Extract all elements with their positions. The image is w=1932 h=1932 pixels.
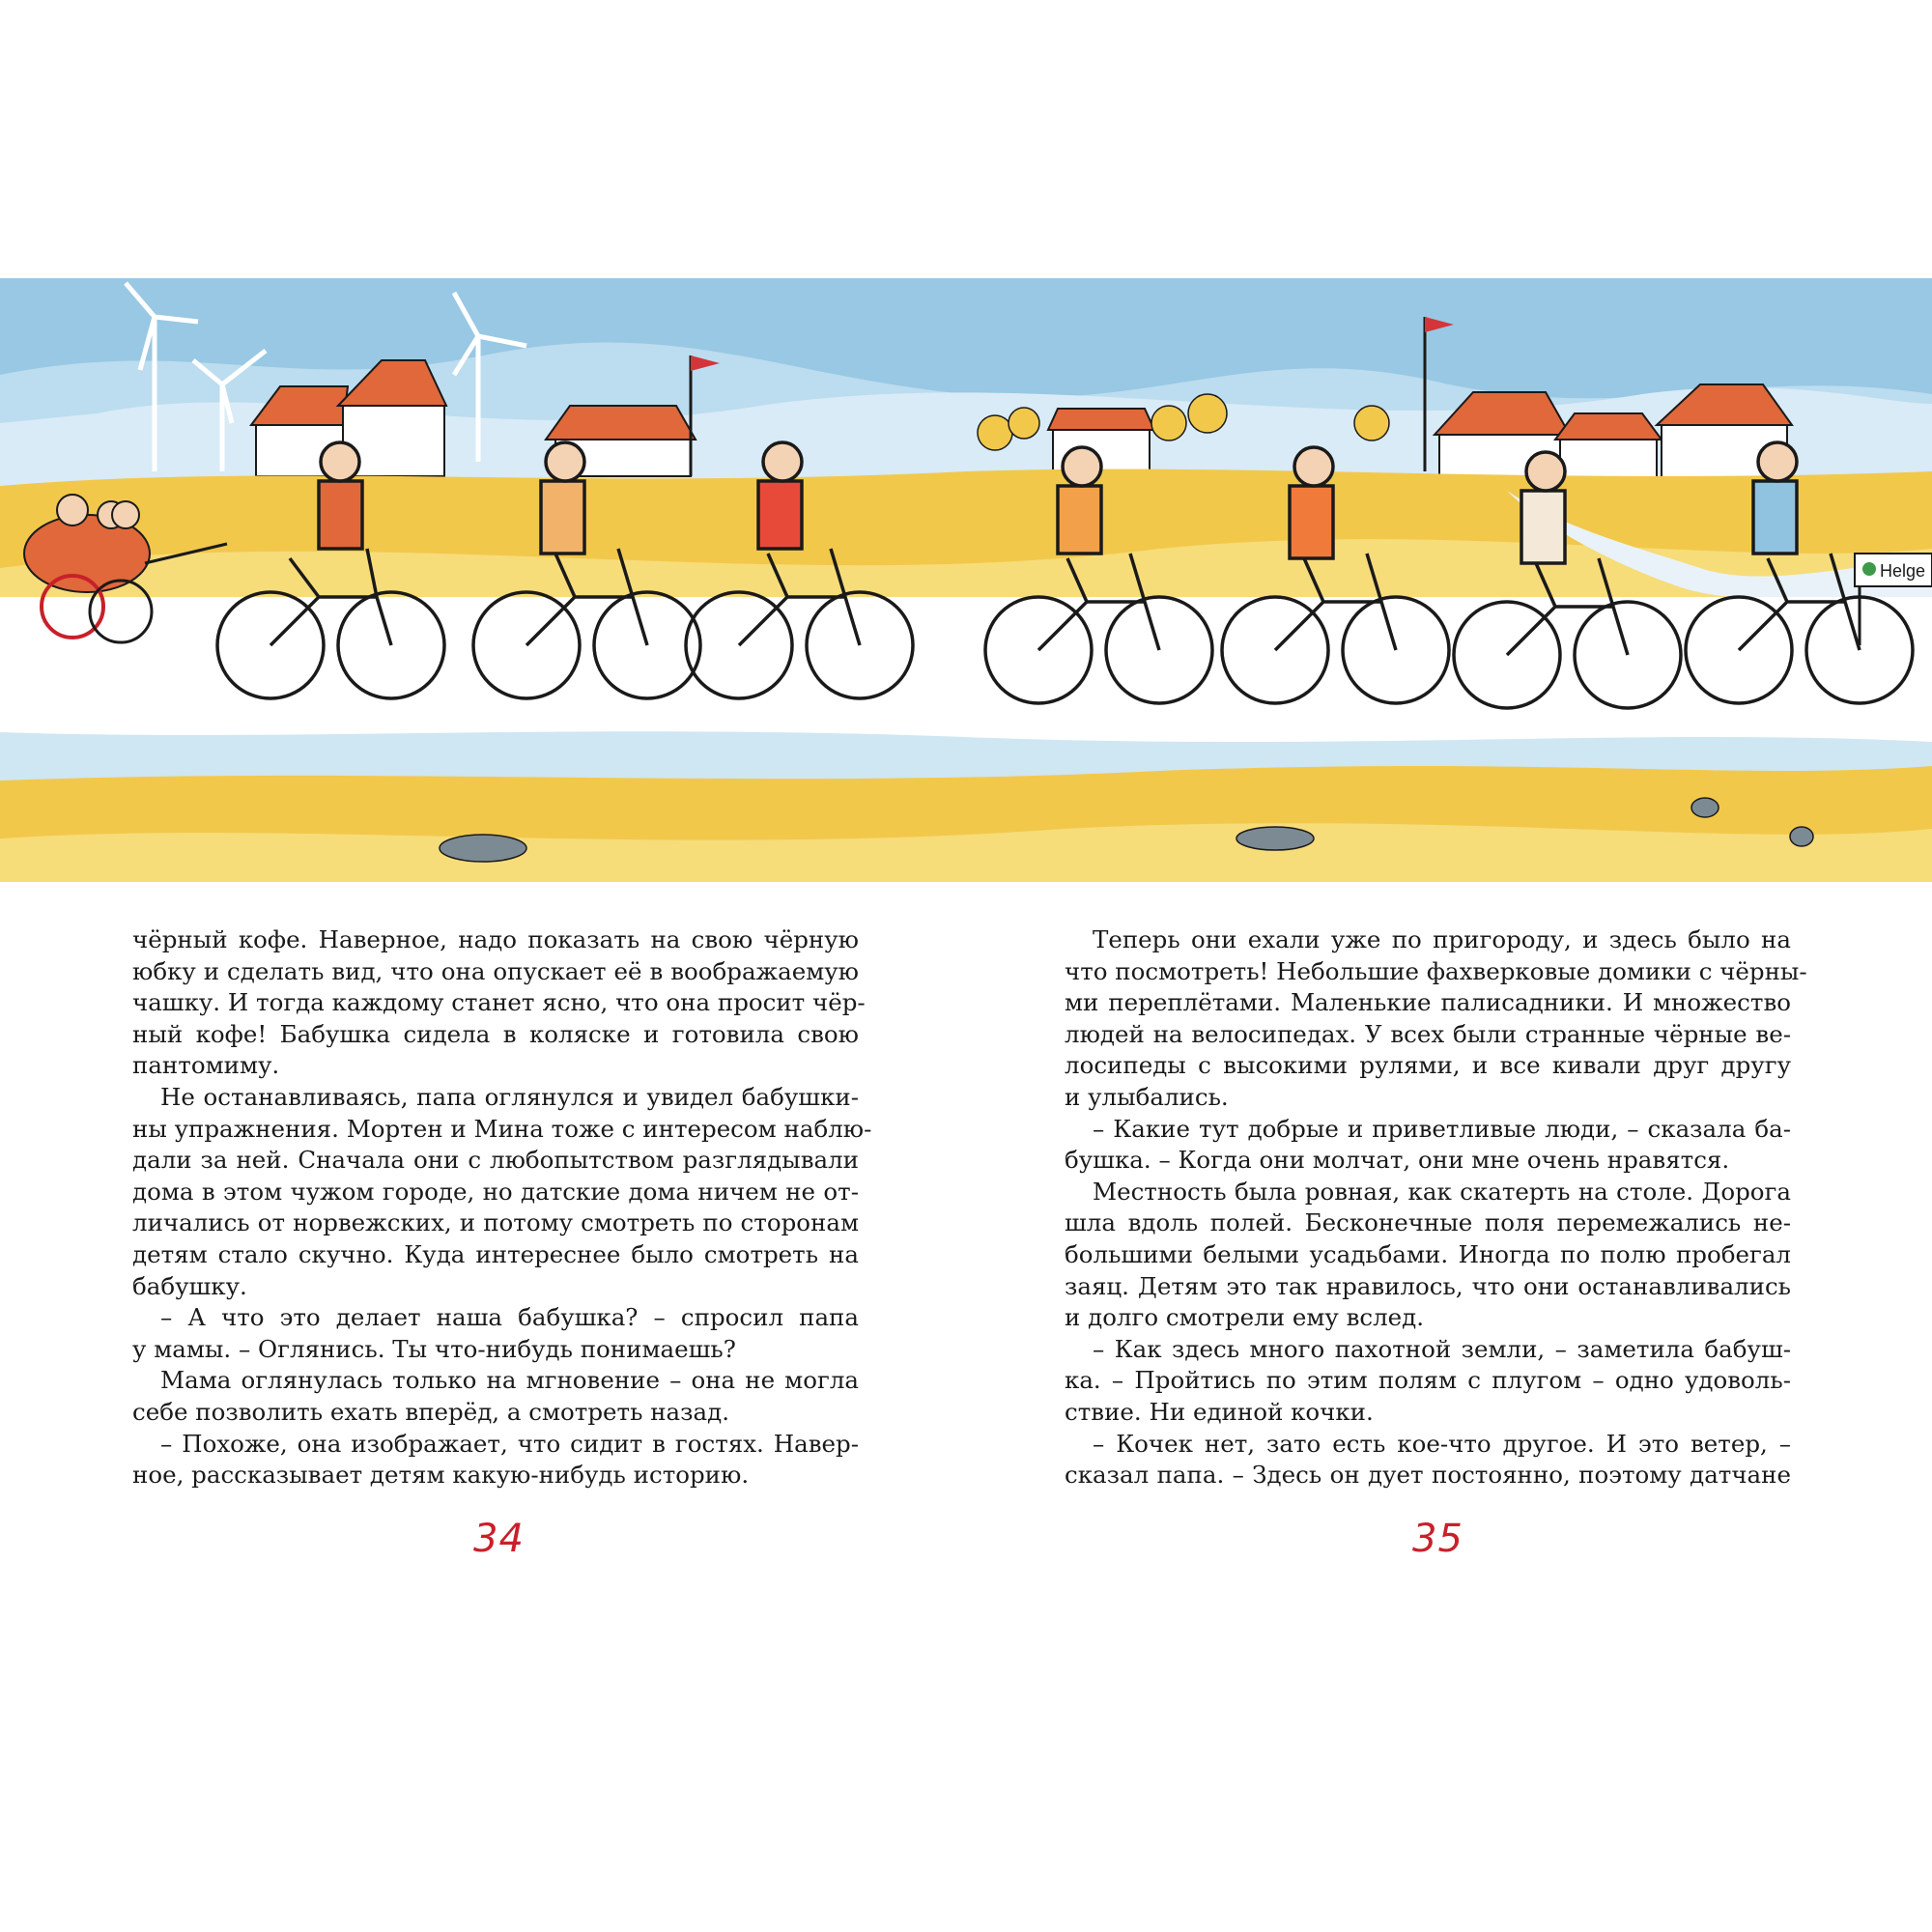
left-page-number: 34 bbox=[473, 1517, 525, 1561]
text-line: лосипеды с высокими рулями, и все кивали друг другу bbox=[1065, 1051, 1791, 1080]
illustration-canvas bbox=[0, 278, 1932, 882]
text-line: ное, рассказывает детям какую-нибудь историю. bbox=[132, 1461, 750, 1490]
text-line: чёрный кофе. Наверное, надо показать на свою чёрную bbox=[132, 925, 859, 953]
text-line: людей на велосипедах. У всех были странные чёрные ве- bbox=[1065, 1019, 1791, 1048]
text-line: что посмотреть! Небольшие фахверковые домики с чёрны- bbox=[1065, 956, 1807, 985]
text-line: – Какие тут добрые и приветливые люди, – сказала ба- bbox=[1093, 1114, 1791, 1143]
text-line: Теперь они ехали уже по пригороду, и здесь было на bbox=[1093, 925, 1791, 953]
text-line: пантомиму. bbox=[132, 1051, 280, 1080]
text-line: Мама оглянулась только на мгновение – она не могла bbox=[160, 1366, 859, 1395]
road-sign-text: Helge bbox=[1880, 561, 1926, 581]
text-line: юбку и сделать вид, что она опускает её в воображаемую bbox=[132, 956, 859, 985]
text-line: дома в этом чужом городе, но датские дома ничем не от- bbox=[132, 1177, 859, 1206]
text-line: сказал папа. – Здесь он дует постоянно, поэтому датчане bbox=[1065, 1461, 1791, 1490]
text-line: Местность была ровная, как скатерть на столе. Дорога bbox=[1093, 1177, 1791, 1206]
text-line: заяц. Детям это так нравилось, что они останавливались bbox=[1065, 1271, 1791, 1300]
text-line: у мамы. – Оглянись. Ты что-нибудь понимаешь? bbox=[132, 1334, 736, 1363]
text-line: – Как здесь много пахотной земли, – заметила бабуш- bbox=[1093, 1334, 1791, 1363]
text-line: дали за ней. Сначала они с любопытством разглядывали bbox=[132, 1146, 859, 1175]
text-line: – А что это делает наша бабушка? – спросил папа bbox=[160, 1303, 859, 1332]
text-line: детям стало скучно. Куда интереснее было смотреть на bbox=[132, 1239, 859, 1268]
text-line: личались от норвежских, и потому смотреть по сторонам bbox=[132, 1208, 859, 1237]
text-line: Не останавливаясь, папа оглянулся и увидел бабушки- bbox=[160, 1082, 859, 1111]
text-line: и долго смотрели ему вслед. bbox=[1065, 1303, 1425, 1332]
text-line: себе позволить ехать вперёд, а смотреть назад. bbox=[132, 1397, 730, 1426]
text-line: – Похоже, она изображает, что сидит в гостях. Навер- bbox=[160, 1429, 859, 1458]
cyclists-illustration bbox=[0, 278, 1932, 882]
left-page-text bbox=[132, 924, 872, 1492]
text-line: бушка. – Когда они молчат, они мне очень нравятся. bbox=[1065, 1146, 1730, 1175]
text-line: ми переплётами. Маленькие палисадники. И множество bbox=[1065, 988, 1791, 1017]
text-line: бабушку. bbox=[132, 1271, 247, 1300]
text-line: ны упражнения. Мортен и Мина тоже с интересом наблю- bbox=[132, 1114, 872, 1143]
text-line: ка. – Пройтись по этим полям с плугом – одно удоволь- bbox=[1065, 1366, 1791, 1395]
text-line: ствие. Ни единой кочки. bbox=[1065, 1397, 1374, 1426]
text-line: большими белыми усадьбами. Иногда по полю пробегал bbox=[1065, 1239, 1791, 1268]
text-line: – Кочек нет, зато есть кое-что другое. И это ветер, – bbox=[1093, 1429, 1791, 1458]
text-line: шла вдоль полей. Бесконечные поля перемежались не- bbox=[1065, 1208, 1791, 1237]
text-line: чашку. И тогда каждому станет ясно, что она просит чёр- bbox=[132, 988, 866, 1017]
text-line: ный кофе! Бабушка сидела в коляске и готовила свою bbox=[132, 1019, 859, 1048]
right-page-number: 35 bbox=[1412, 1517, 1463, 1561]
text-line: и улыбались. bbox=[1065, 1082, 1229, 1111]
right-page-text bbox=[1065, 924, 1807, 1492]
